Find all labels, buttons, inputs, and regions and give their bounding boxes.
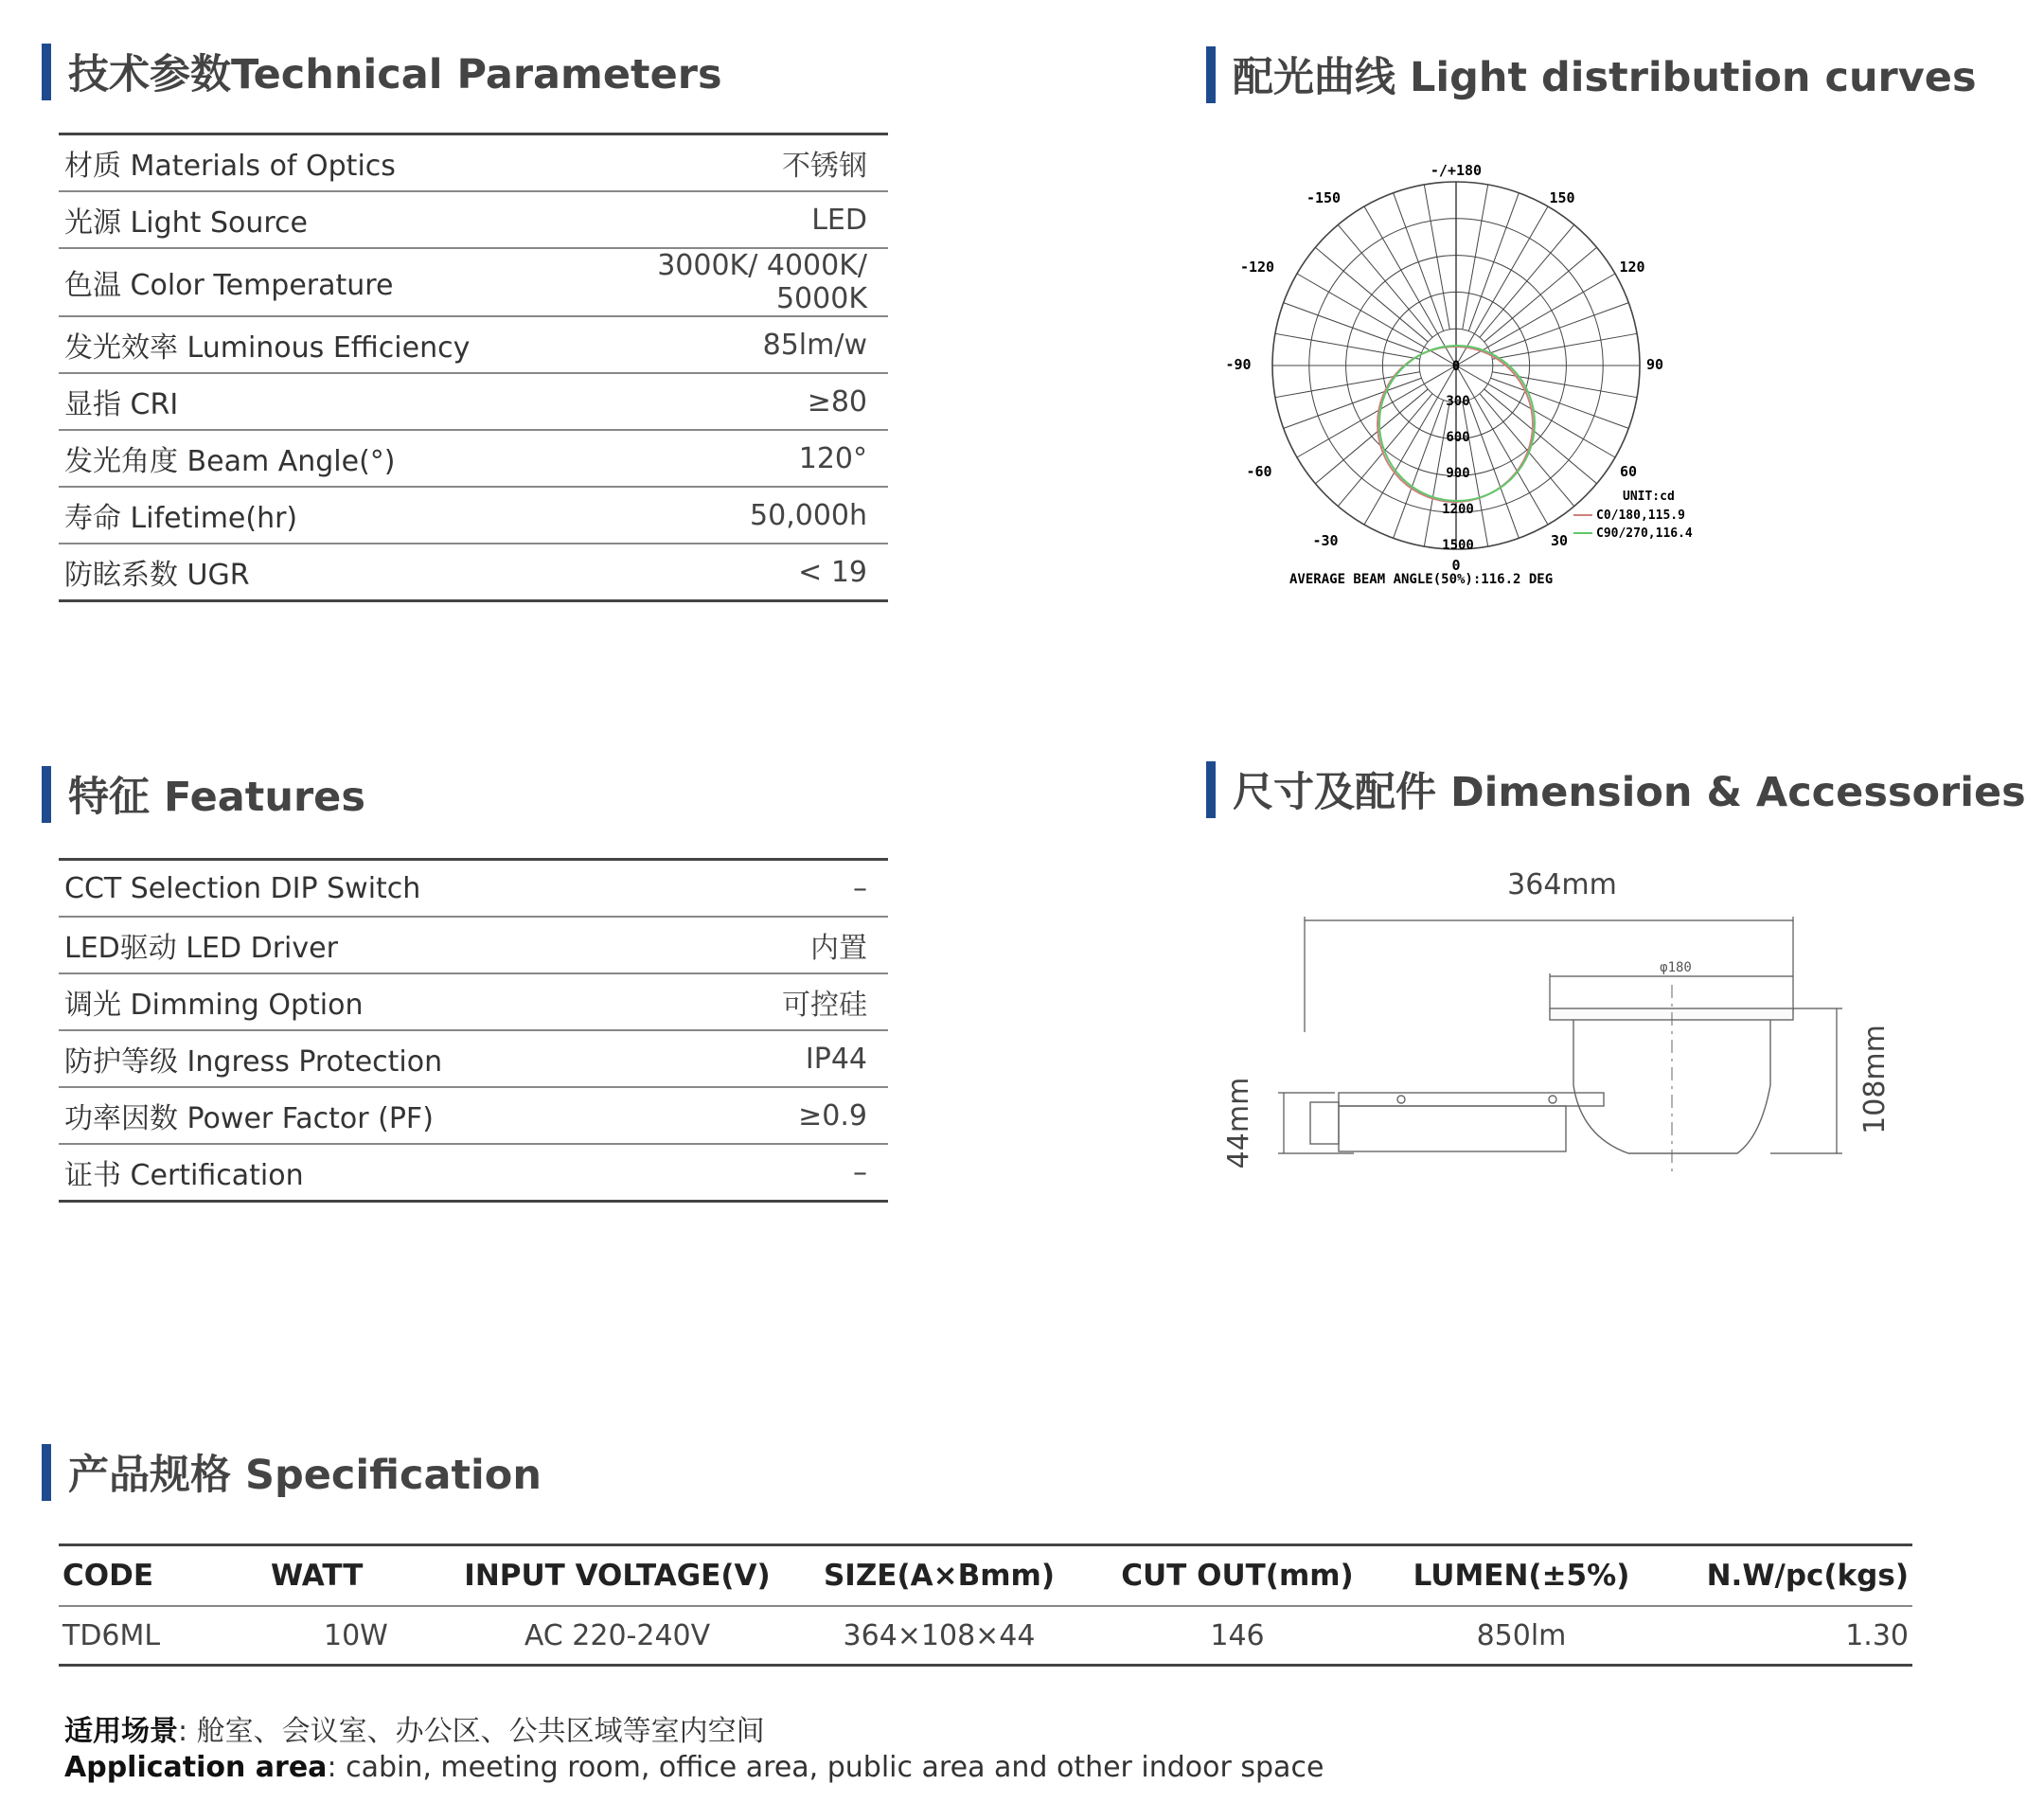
param-label: 光源 Light Source [59,191,589,248]
param-label: 防眩系数 UGR [64,559,250,592]
ring-label: 1500 [1442,538,1474,553]
unit-label: UNIT:cd [1623,490,1675,504]
grid-spoke [1480,394,1574,507]
grid-spoke [1315,389,1428,484]
spec-heading [42,1443,542,1501]
cell-input-voltage: AC 220-240V [524,1618,711,1652]
feature-label: 防护等级 Ingress Protection [59,1030,589,1087]
polar-diagram [1221,152,1751,606]
table-row [59,248,888,316]
cell-watt: 10W [324,1618,388,1652]
cell-lumen: 850lm [1476,1618,1567,1652]
dimension-title: 尺寸及配件 Dimension & Accessories [1233,769,2026,816]
grid-spoke [1490,303,1628,353]
features-rows [59,860,888,1202]
table-row [59,430,888,487]
grid-spoke [1284,378,1422,428]
grid-spoke [1484,389,1597,484]
feature-value: ≥0.9 [589,1087,888,1144]
feature-label: 调光 Dimming Option [59,973,589,1030]
param-value: LED [589,191,888,248]
grid-spoke [1364,206,1438,333]
heading-accent-bar [42,766,51,823]
fixture-outline [1310,1008,1793,1153]
ring-label: 1200 [1442,502,1474,517]
dimension-drawing [1221,852,1892,1193]
features-table [59,858,888,1203]
table-row [59,860,888,918]
feature-value: 内置 [589,917,888,973]
header-code: CODE [59,1545,267,1607]
grid-spoke [1297,274,1424,348]
angle-label: -120 [1239,259,1275,276]
application-cn-label: 适用场景 [64,1715,178,1748]
param-value: < 19 [798,555,867,589]
heading-accent-bar [1206,761,1216,818]
grid-spoke [1315,247,1428,342]
height-dimension-label: 108mm [1858,1025,1892,1134]
application-en [64,1750,1324,1786]
param-label: 显指 CRI [59,373,589,430]
ring-label: 0 [1451,359,1461,374]
cell-code: TD6ML [62,1618,161,1652]
grid-spoke [1394,193,1444,331]
grid-spoke [1364,398,1438,525]
tech-params-heading [42,43,722,100]
diameter-label: φ180 [1660,960,1692,975]
param-value: 3000K/ 4000K/ 5000K [589,248,888,316]
application-cn [64,1714,1324,1750]
light-dist-title: 配光曲线 Light distribution curves [1233,54,1977,101]
grid-spoke [1338,224,1432,337]
tech-params-rows [59,134,888,601]
features-title: 特征 Features [68,774,365,821]
table-row [59,544,888,601]
table-row [59,191,888,248]
table-row [59,1087,888,1144]
legend-entry-c90: C90/270,116.4 [1596,526,1693,541]
header-size: SIZE(A×Bmm) [778,1545,1100,1607]
param-label: 寿命 Lifetime(hr) [59,487,589,544]
table-row [59,1144,888,1202]
angle-label: 0 [1451,557,1461,574]
beam-angle-footer: AVERAGE BEAM ANGLE(50%):116.2 DEG [1289,572,1554,587]
spec-header-row [59,1545,1912,1607]
dimension-lines [1278,917,1842,1153]
grid-spoke [1297,384,1424,457]
grid-spoke [1490,378,1628,428]
grid-spoke [1424,185,1449,330]
tech-params-title: 技术参数Technical Parameters [68,51,722,98]
grid-spoke [1492,333,1637,359]
heading-accent-bar [1206,46,1216,103]
angle-label: -60 [1246,463,1272,480]
feature-label: 功率因数 Power Factor (PF) [59,1087,589,1144]
depth-dimension-label: 44mm [1222,1077,1255,1169]
grid-spoke [1275,333,1420,359]
table-row [59,134,888,192]
param-label: 发光效率 Luminous Efficiency [59,316,589,373]
grid-spoke [1488,384,1615,457]
angle-label: 90 [1645,356,1664,373]
width-dimension-label: 364mm [1507,868,1617,901]
grid-spoke [1468,400,1519,538]
ring-label: 600 [1446,430,1470,445]
param-label: 发光角度 Beam Angle(°) [59,430,589,487]
grid-spoke [1284,303,1422,353]
grid-spoke [1468,193,1519,331]
feature-label: LED驱动 LED Driver [59,917,589,973]
param-value: 85lm/w [589,316,888,373]
application-en-label: Application area [64,1751,328,1784]
table-row [59,1606,1912,1666]
cell-cut-out: 146 [1210,1618,1265,1652]
cell-size: 364×108×44 [843,1618,1036,1652]
table-row [59,487,888,544]
param-label: 材质 Materials of Optics [59,134,589,192]
param-value: 50,000h [589,487,888,544]
table-row [59,917,888,973]
heading-accent-bar [42,1444,51,1501]
feature-value: IP44 [589,1030,888,1087]
header-cut-out: CUT OUT(mm) [1100,1545,1375,1607]
features-heading [42,765,365,823]
angle-label: 30 [1550,532,1569,549]
grid-spoke [1474,398,1548,525]
table-row [59,1030,888,1087]
tech-params-table [59,133,888,602]
angle-label: 150 [1549,189,1575,206]
param-value: 不锈钢 [589,134,888,192]
spec-table [59,1543,1912,1667]
angle-label: -/+180 [1430,162,1483,179]
header-watt: WATT [267,1545,456,1607]
application-en-text: : cabin, meeting room, office area, public area and other indoor space [327,1751,1324,1784]
ring-label: 900 [1446,466,1470,481]
angle-label: 120 [1619,259,1645,276]
header-lumen: LUMEN(±5%) [1375,1545,1668,1607]
cell-net-weight: 1.30 [1845,1618,1909,1652]
grid-spoke [1474,206,1548,333]
grid-spoke [1338,394,1432,507]
header-net-weight: N.W/pc(kgs) [1668,1545,1912,1607]
angle-label: 60 [1619,463,1638,480]
feature-label: 证书 Certification [64,1159,304,1192]
feature-value: – [853,1155,867,1189]
param-value: 120° [589,430,888,487]
light-dist-heading [1206,45,1977,103]
angle-label: -30 [1312,532,1339,549]
header-input-voltage: INPUT VOLTAGE(V) [456,1545,778,1607]
feature-value: 可控硅 [589,973,888,1030]
grid-spoke [1480,224,1574,337]
ring-label: 300 [1446,394,1470,409]
grid-spoke [1463,185,1488,330]
table-row [59,973,888,1030]
application-cn-text: : 舱室、会议室、办公区、公共区域等室内空间 [178,1715,765,1748]
feature-value: – [589,860,888,918]
heading-accent-bar [42,44,51,100]
angle-label: -150 [1306,189,1342,206]
grid-spoke [1394,400,1444,538]
table-row [59,316,888,373]
grid-spoke [1484,247,1597,342]
table-row [59,373,888,430]
param-value: ≥80 [589,373,888,430]
feature-label: CCT Selection DIP Switch [59,860,589,918]
spec-title: 产品规格 Specification [68,1452,542,1499]
grid-spoke [1275,372,1420,398]
angle-label: -90 [1225,356,1252,373]
dimension-heading [1206,760,2026,818]
legend-entry-c0: C0/180,115.9 [1596,509,1685,523]
param-label: 色温 Color Temperature [59,248,589,316]
application-area [64,1714,1324,1786]
grid-spoke [1488,274,1615,348]
grid-spoke [1492,372,1637,398]
